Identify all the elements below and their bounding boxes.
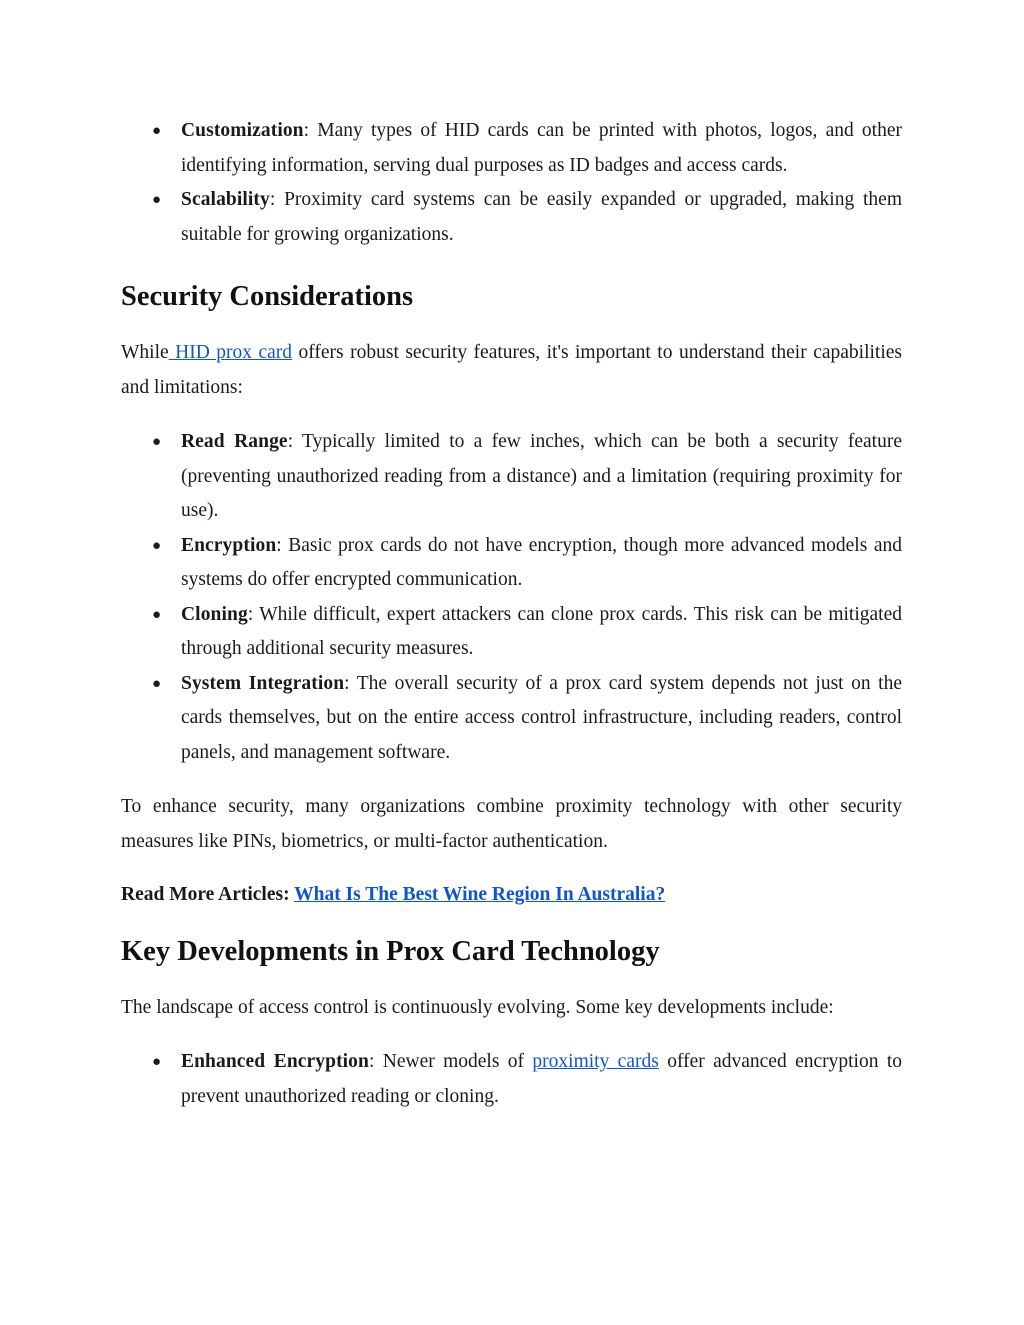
security-closing: To enhance security, many organizations combine proximity technology with other security measures like PINs, biometrics, or multi-factor authentication. xyxy=(121,796,902,852)
security-list xyxy=(121,425,902,770)
security-intro xyxy=(121,336,902,405)
list-item-term: Scalability xyxy=(181,189,270,210)
read-more-link[interactable]: What Is The Best Wine Region In Australia? xyxy=(294,884,666,905)
bullet-icon: ● xyxy=(152,1054,162,1070)
list-item-term: Encryption xyxy=(181,534,277,556)
bullet-icon: ● xyxy=(152,434,162,450)
bullet-icon: ● xyxy=(152,675,162,692)
developments-list xyxy=(121,1045,902,1114)
intro-text: offers robust security features, it's important to understand their capabilities and limitations: xyxy=(121,342,902,398)
bullet-icon: ● xyxy=(152,537,162,554)
bullet-icon: ● xyxy=(152,606,162,623)
list-item-text: offer advanced encryption to prevent unauthorized reading or cloning. xyxy=(181,1051,902,1107)
list-item xyxy=(152,1045,902,1114)
list-item-text: : Typically limited to a few inches, which can be both a security feature (preventing unauthorized reading from a distance) and a limitation (requiring proximity for use). xyxy=(181,431,902,521)
bullet-icon: ● xyxy=(152,192,162,208)
hid-prox-card-link[interactable]: HID prox card xyxy=(168,342,293,363)
list-item-term: Cloning xyxy=(181,603,248,625)
list-item-term: Read Range xyxy=(181,431,288,452)
list-item xyxy=(152,667,902,771)
bullet-icon: ● xyxy=(152,123,162,139)
intro-text: While xyxy=(121,342,169,363)
list-item-term: Customization xyxy=(181,120,304,141)
list-item-text: : While difficult, expert attackers can clone prox cards. This risk can be mitigated through additional security measures. xyxy=(181,603,902,659)
list-item-text: : Proximity card systems can be easily expanded or upgraded, making them suitable for growing organizations. xyxy=(181,189,902,245)
list-item-text: : Newer models of xyxy=(368,1051,533,1072)
list-item-text: : Many types of HID cards can be printed with photos, logos, and other identifying information, serving dual purposes as ID badges and access cards. xyxy=(181,120,902,176)
list-item xyxy=(152,183,902,252)
list-item-text: : Basic prox cards do not have encryption, though more advanced models and systems do offer encrypted communication. xyxy=(181,534,902,590)
developments-intro: The landscape of access control is continuously evolving. Some key developments include: xyxy=(121,996,834,1018)
list-item xyxy=(152,598,902,667)
read-more-label: Read More Articles: xyxy=(121,884,295,905)
list-item-text: : The overall security of a prox card system depends not just on the cards themselves, but on the entire access control infrastructure, including readers, control panels, and management software. xyxy=(181,672,902,763)
list-item-term: System Integration xyxy=(181,672,345,694)
list-item xyxy=(152,425,902,529)
document-page xyxy=(121,114,902,1114)
list-item xyxy=(152,114,902,183)
feature-list xyxy=(121,114,902,252)
proximity-cards-link[interactable]: proximity cards xyxy=(532,1051,659,1072)
section-heading-security: Security Considerations xyxy=(121,281,414,312)
list-item-term: Enhanced Encryption xyxy=(181,1051,369,1072)
list-item xyxy=(152,529,902,598)
section-heading-developments: Key Developments in Prox Card Technology xyxy=(121,935,660,967)
read-more xyxy=(121,878,902,913)
